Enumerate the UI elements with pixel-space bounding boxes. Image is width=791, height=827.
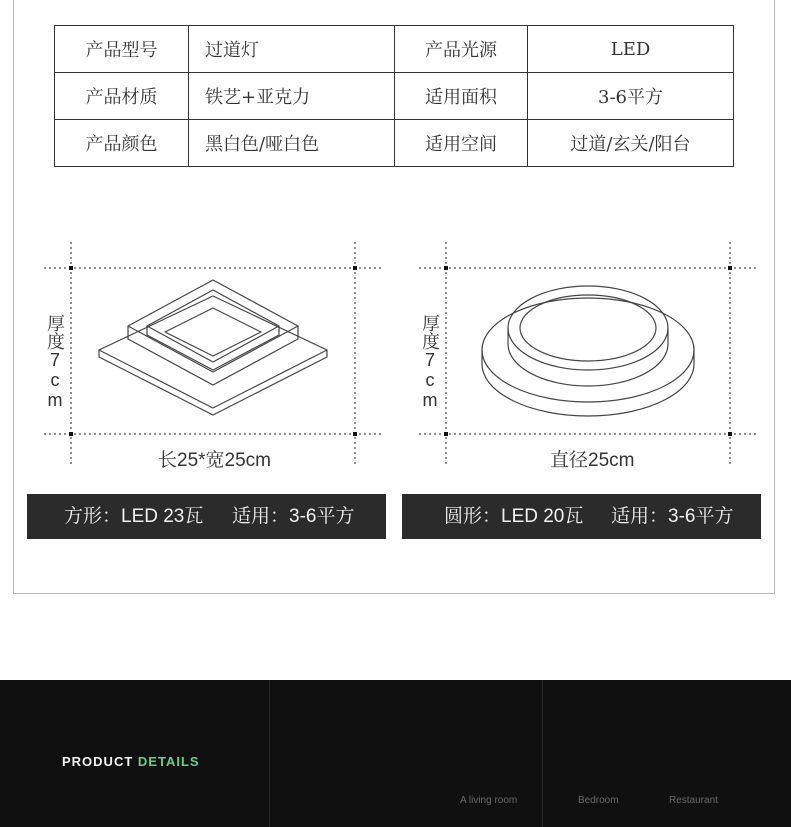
thickness-label: [44, 314, 66, 410]
section-title-accent: DETAILS: [137, 754, 200, 769]
section-title-word: PRODUCT: [62, 754, 134, 769]
spec-key: 产品材质: [55, 73, 189, 120]
thickness-text: 厚度7cm: [45, 314, 65, 410]
power-caption: 圆形：LED 20瓦: [444, 506, 584, 527]
room-label: Bedroom: [578, 795, 619, 806]
spec-key: 产品颜色: [55, 120, 189, 167]
room-label: Restaurant: [669, 795, 718, 806]
table-row: [55, 26, 734, 73]
spec-value: 黑白色/哑白色: [189, 120, 395, 167]
table-row: [55, 73, 734, 120]
spec-key: 适用面积: [395, 73, 528, 120]
spec-value: 铁艺+亚克力: [189, 73, 395, 120]
dimension-label: 长25*宽25cm: [158, 450, 271, 471]
dimension-label: 直径25cm: [550, 450, 635, 471]
round-lamp-drawing: [405, 238, 765, 478]
thickness-label: [419, 314, 441, 410]
square-caption-bar: [27, 494, 386, 539]
spec-value: 过道灯: [189, 26, 395, 73]
spec-value: 3-6平方: [528, 73, 734, 120]
table-row: [55, 120, 734, 167]
round-lamp-diagram: [405, 238, 765, 478]
power-caption: 方形：LED 23瓦: [64, 506, 204, 527]
room-label: A living room: [460, 795, 518, 806]
spec-value: 过道/玄关/阳台: [528, 120, 734, 167]
square-lamp-diagram: [30, 238, 390, 478]
square-lamp-drawing: [30, 238, 390, 478]
product-details-banner: [0, 680, 791, 827]
spec-key: 产品光源: [395, 26, 528, 73]
spec-value: LED: [528, 26, 734, 73]
area-caption: 适用：3-6平方: [232, 506, 355, 527]
spec-key: 适用空间: [395, 120, 528, 167]
thickness-text: 厚度7cm: [420, 314, 440, 410]
divider: [269, 680, 270, 827]
round-caption-bar: [402, 494, 761, 539]
spec-table: [54, 25, 734, 167]
section-title: [62, 754, 200, 769]
spec-key: 产品型号: [55, 26, 189, 73]
area-caption: 适用：3-6平方: [611, 506, 734, 527]
divider: [542, 680, 543, 827]
